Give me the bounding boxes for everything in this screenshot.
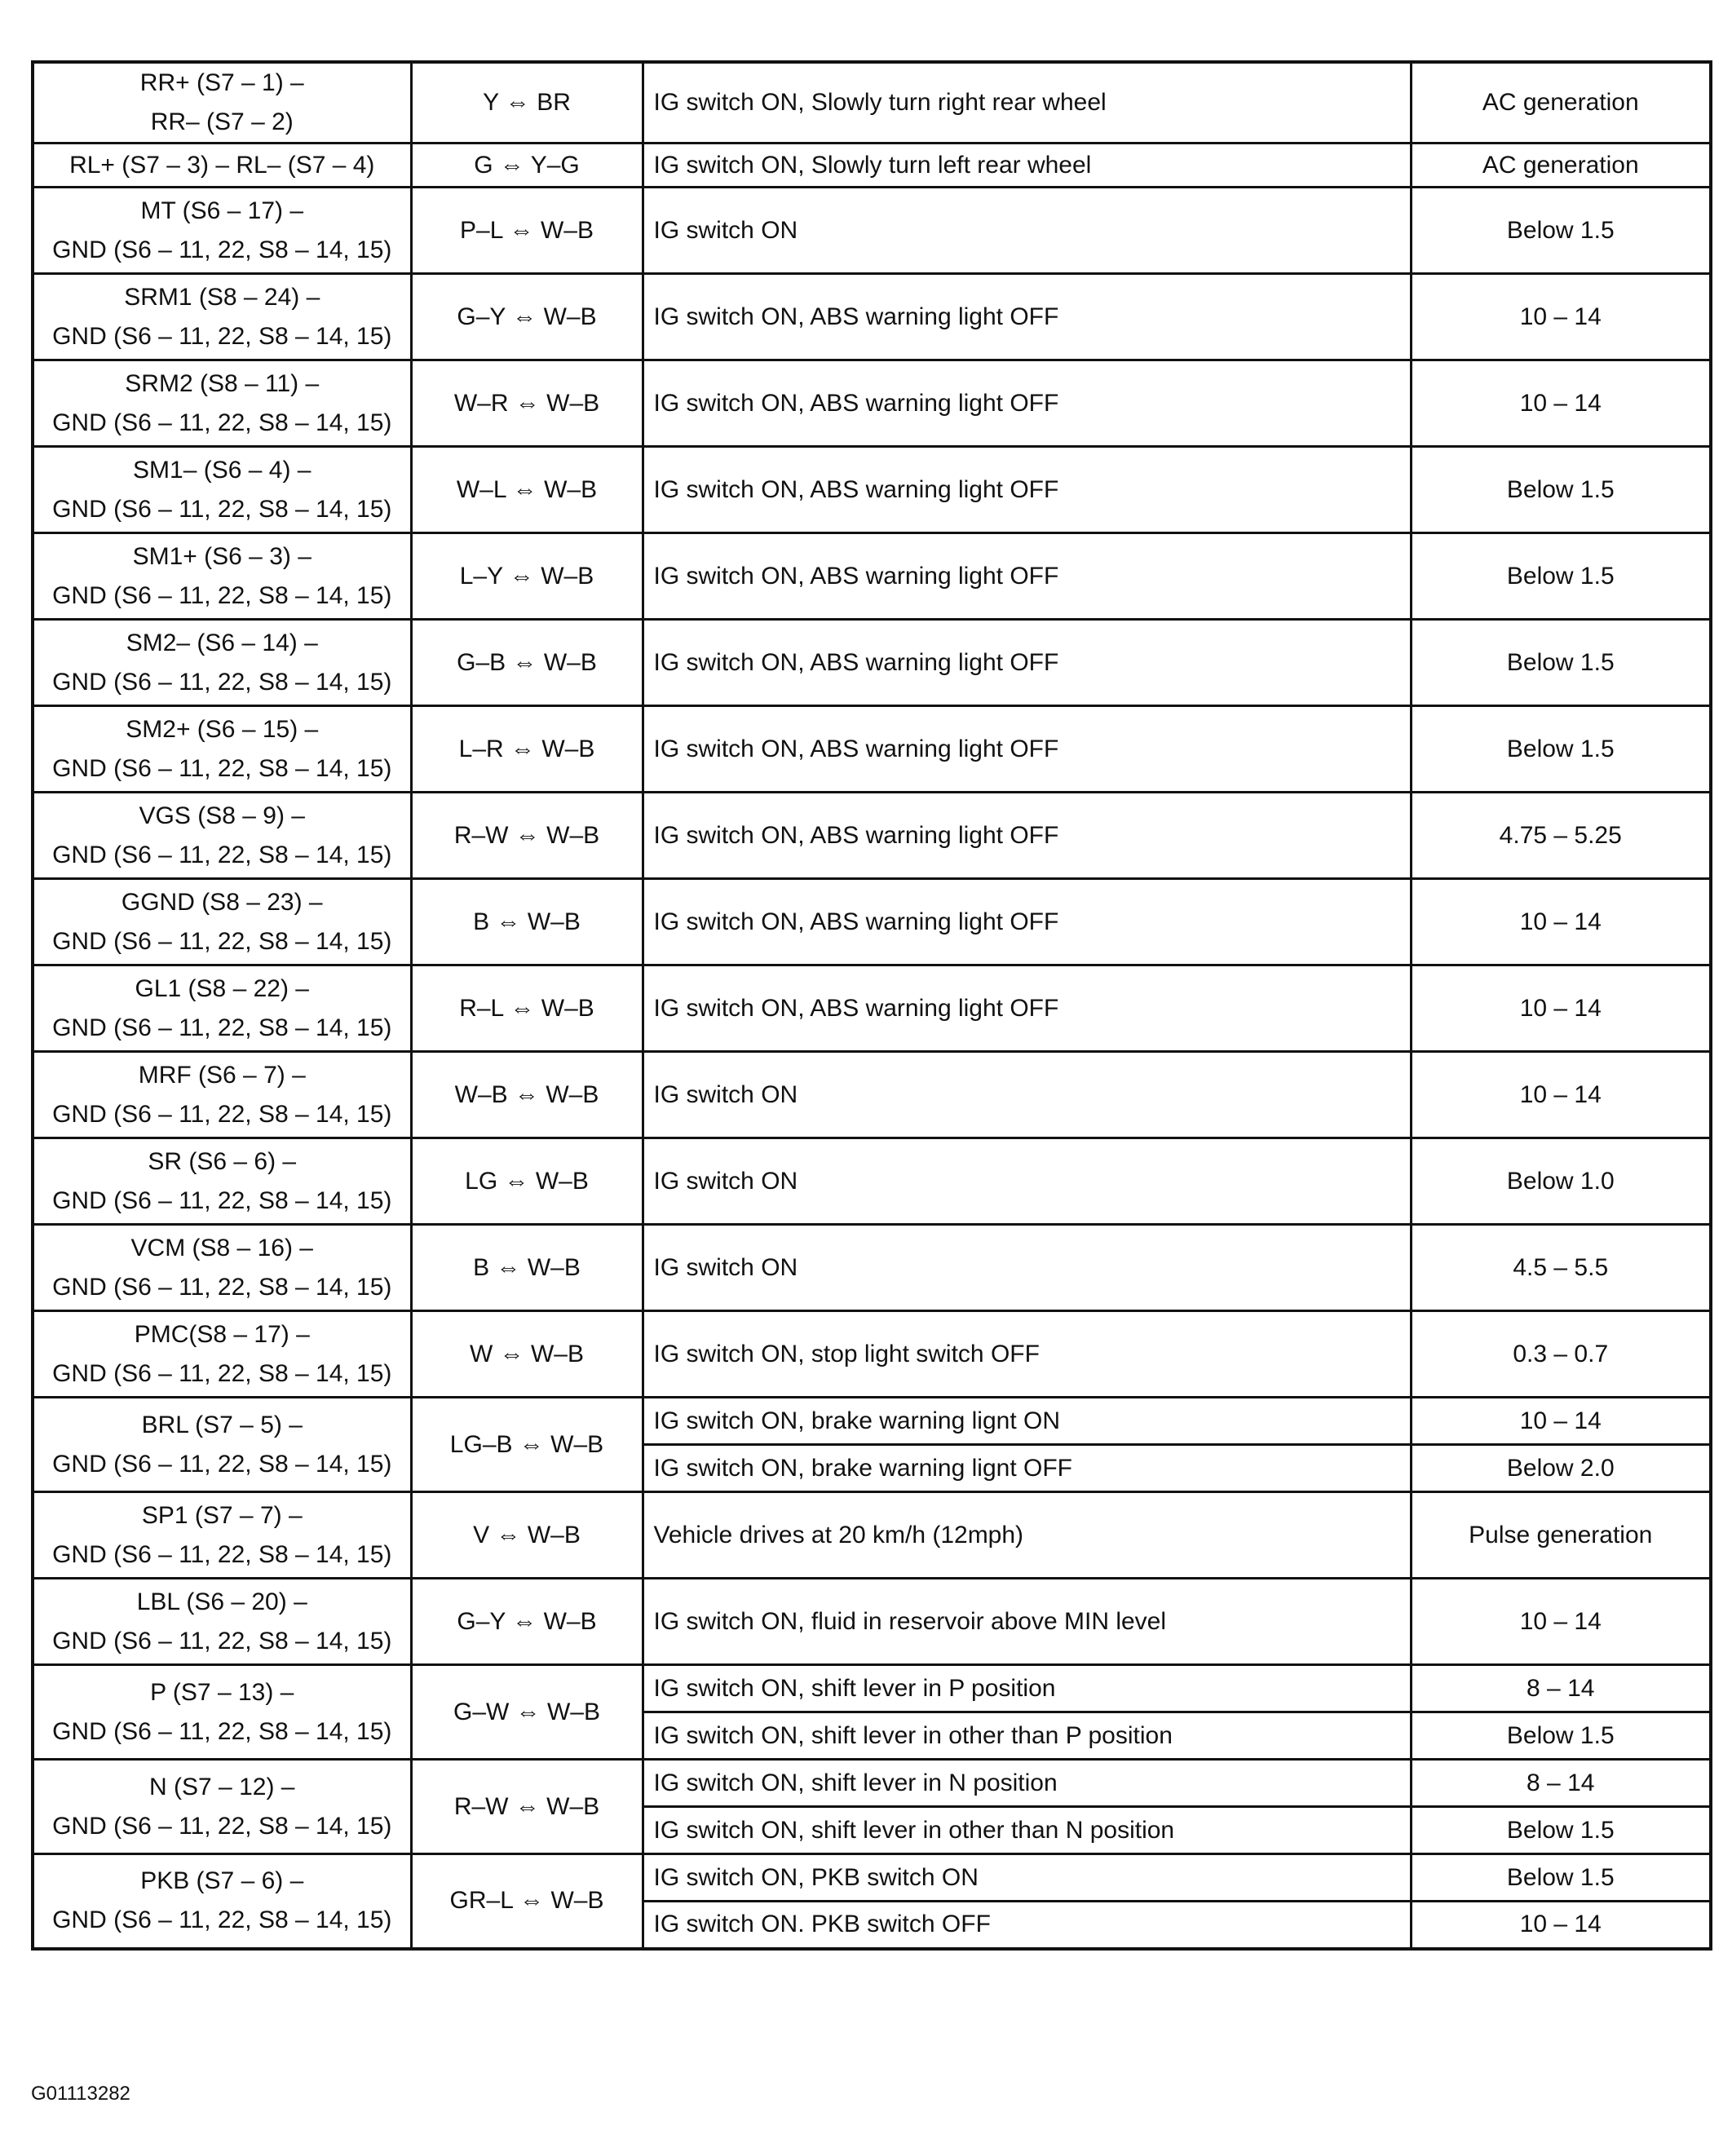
terminal-line: GND (S6 – 11, 22, S8 – 14, 15) xyxy=(52,1450,392,1478)
terminal-line: GND (S6 – 11, 22, S8 – 14, 15) xyxy=(52,1717,392,1745)
wire-color-cell: LG–B ⇔ W–B xyxy=(411,1398,643,1492)
condition-cell: IG switch ON, ABS warning light OFF xyxy=(643,533,1411,620)
terminal-cell xyxy=(33,879,411,965)
specified-condition-cell: Below 2.0 xyxy=(1411,1445,1711,1492)
condition-cell: IG switch ON, ABS warning light OFF xyxy=(643,620,1411,706)
terminal-line: P (S7 – 13) – xyxy=(150,1678,294,1706)
terminal-line: GND (S6 – 11, 22, S8 – 14, 15) xyxy=(52,322,392,350)
table-row xyxy=(33,1492,1711,1579)
table-row xyxy=(33,1665,1711,1712)
terminal-line: GND (S6 – 11, 22, S8 – 14, 15) xyxy=(52,236,392,263)
terminal-line: SM1+ (S6 – 3) – xyxy=(132,542,311,570)
specified-condition-cell: Below 1.5 xyxy=(1411,1854,1711,1902)
wire-color-cell: G–B ⇔ W–B xyxy=(411,620,643,706)
terminal-line: MRF (S6 – 7) – xyxy=(138,1061,306,1089)
terminal-line: SM2– (S6 – 14) – xyxy=(126,629,318,656)
table-row xyxy=(33,62,1711,144)
terminal-line: RL+ (S7 – 3) – RL– (S7 – 4) xyxy=(69,151,375,179)
terminal-line: GND (S6 – 11, 22, S8 – 14, 15) xyxy=(52,668,392,696)
wire-color-cell: GR–L ⇔ W–B xyxy=(411,1854,643,1949)
condition-cell: IG switch ON, ABS warning light OFF xyxy=(643,879,1411,965)
table-row xyxy=(33,1854,1711,1902)
specified-condition-cell: Below 1.5 xyxy=(1411,620,1711,706)
terminal-line: GND (S6 – 11, 22, S8 – 14, 15) xyxy=(52,581,392,609)
condition-cell: IG switch ON, ABS warning light OFF xyxy=(643,965,1411,1052)
specified-condition-cell: Below 1.5 xyxy=(1411,533,1711,620)
specified-condition-cell: Below 1.0 xyxy=(1411,1138,1711,1225)
terminal-line: MT (S6 – 17) – xyxy=(140,197,304,224)
condition-cell: IG switch ON, brake warning lignt ON xyxy=(643,1398,1411,1445)
terminal-line: SRM2 (S8 – 11) – xyxy=(125,369,320,397)
table-row xyxy=(33,965,1711,1052)
specified-condition-cell: AC generation xyxy=(1411,144,1711,188)
terminal-line: GND (S6 – 11, 22, S8 – 14, 15) xyxy=(52,1186,392,1214)
terminal-line: RR+ (S7 – 1) – xyxy=(139,69,304,96)
wire-color-cell: L–R ⇔ W–B xyxy=(411,706,643,793)
terminal-line: GND (S6 – 11, 22, S8 – 14, 15) xyxy=(52,1812,392,1840)
table-row xyxy=(33,1398,1711,1445)
terminal-cell xyxy=(33,620,411,706)
specified-condition-cell: 10 – 14 xyxy=(1411,1398,1711,1445)
table-row xyxy=(33,620,1711,706)
terminal-line: SM1– (S6 – 4) – xyxy=(133,456,311,484)
table-row xyxy=(33,360,1711,447)
wire-color-cell: LG ⇔ W–B xyxy=(411,1138,643,1225)
terminal-cell xyxy=(33,1138,411,1225)
table-row xyxy=(33,1225,1711,1311)
condition-cell: IG switch ON, fluid in reservoir above MIN level xyxy=(643,1579,1411,1665)
specified-condition-cell: 8 – 14 xyxy=(1411,1760,1711,1807)
terminal-line: SM2+ (S6 – 15) – xyxy=(126,715,319,743)
wire-color-cell: W–R ⇔ W–B xyxy=(411,360,643,447)
terminal-cell xyxy=(33,706,411,793)
table-row xyxy=(33,447,1711,533)
terminal-cell xyxy=(33,533,411,620)
specified-condition-cell: 10 – 14 xyxy=(1411,1052,1711,1138)
terminal-line: N (S7 – 12) – xyxy=(149,1773,295,1800)
condition-cell: Vehicle drives at 20 km/h (12mph) xyxy=(643,1492,1411,1579)
terminal-line: GND (S6 – 11, 22, S8 – 14, 15) xyxy=(52,1359,392,1387)
terminal-cell xyxy=(33,1665,411,1760)
wire-color-cell: L–Y ⇔ W–B xyxy=(411,533,643,620)
condition-cell: IG switch ON, Slowly turn right rear wheel xyxy=(643,62,1411,144)
wire-color-cell: W–B ⇔ W–B xyxy=(411,1052,643,1138)
terminal-cell xyxy=(33,1052,411,1138)
condition-cell: IG switch ON, shift lever in P position xyxy=(643,1665,1411,1712)
terminal-line: GND (S6 – 11, 22, S8 – 14, 15) xyxy=(52,1014,392,1041)
condition-cell: IG switch ON xyxy=(643,1225,1411,1311)
wire-color-cell: R–W ⇔ W–B xyxy=(411,1760,643,1854)
specified-condition-cell: 0.3 – 0.7 xyxy=(1411,1311,1711,1398)
condition-cell: IG switch ON, ABS warning light OFF xyxy=(643,793,1411,879)
terminal-line: GND (S6 – 11, 22, S8 – 14, 15) xyxy=(52,754,392,782)
terminal-cell xyxy=(33,360,411,447)
condition-cell: IG switch ON, shift lever in other than P position xyxy=(643,1712,1411,1760)
terminal-cell xyxy=(33,62,411,144)
terminal-cell xyxy=(33,447,411,533)
terminal-line: SR (S6 – 6) – xyxy=(148,1147,297,1175)
terminal-cell xyxy=(33,1398,411,1492)
terminal-cell xyxy=(33,274,411,360)
table-row xyxy=(33,1760,1711,1807)
table-row xyxy=(33,1311,1711,1398)
terminal-line: GGND (S8 – 23) – xyxy=(121,888,323,916)
wire-color-cell: B ⇔ W–B xyxy=(411,1225,643,1311)
terminal-line: LBL (S6 – 20) – xyxy=(136,1588,307,1615)
condition-cell: IG switch ON, shift lever in other than N position xyxy=(643,1807,1411,1854)
condition-cell: IG switch ON, ABS warning light OFF xyxy=(643,706,1411,793)
wire-color-cell: R–W ⇔ W–B xyxy=(411,793,643,879)
condition-cell: IG switch ON xyxy=(643,1052,1411,1138)
wire-color-cell: P–L ⇔ W–B xyxy=(411,188,643,274)
terminal-cell xyxy=(33,1311,411,1398)
table-row xyxy=(33,706,1711,793)
specified-condition-cell: Below 1.5 xyxy=(1411,706,1711,793)
table-row xyxy=(33,879,1711,965)
table-row xyxy=(33,188,1711,274)
table-row xyxy=(33,1052,1711,1138)
terminal-cell xyxy=(33,793,411,879)
terminal-line: GND (S6 – 11, 22, S8 – 14, 15) xyxy=(52,1273,392,1301)
condition-cell: IG switch ON. PKB switch OFF xyxy=(643,1902,1411,1949)
terminal-line: GND (S6 – 11, 22, S8 – 14, 15) xyxy=(52,409,392,436)
specified-condition-cell: 10 – 14 xyxy=(1411,879,1711,965)
table-row xyxy=(33,793,1711,879)
terminal-line: BRL (S7 – 5) – xyxy=(141,1411,303,1438)
terminal-cell xyxy=(33,1225,411,1311)
terminal-line: RR– (S7 – 2) xyxy=(150,108,294,135)
condition-cell: IG switch ON, PKB switch ON xyxy=(643,1854,1411,1902)
wire-color-cell: Y ⇔ BR xyxy=(411,62,643,144)
terminal-cell xyxy=(33,144,411,188)
terminal-line: PKB (S7 – 6) – xyxy=(140,1867,304,1895)
terminal-line: GND (S6 – 11, 22, S8 – 14, 15) xyxy=(52,1627,392,1655)
specified-condition-cell: 10 – 14 xyxy=(1411,1902,1711,1949)
terminal-line: PMC(S8 – 17) – xyxy=(134,1320,310,1348)
specified-condition-cell: Below 1.5 xyxy=(1411,1712,1711,1760)
wire-color-cell: V ⇔ W–B xyxy=(411,1492,643,1579)
specified-condition-cell: Below 1.5 xyxy=(1411,188,1711,274)
wire-color-cell: G–Y ⇔ W–B xyxy=(411,274,643,360)
terminal-line: GL1 (S8 – 22) – xyxy=(135,974,309,1002)
terminal-cell xyxy=(33,1492,411,1579)
terminal-line: GND (S6 – 11, 22, S8 – 14, 15) xyxy=(52,495,392,523)
terminal-line: VCM (S8 – 16) – xyxy=(130,1234,313,1261)
terminal-cell xyxy=(33,1579,411,1665)
wire-color-cell: B ⇔ W–B xyxy=(411,879,643,965)
table-row xyxy=(33,533,1711,620)
terminal-cell xyxy=(33,965,411,1052)
terminal-cell xyxy=(33,1854,411,1949)
condition-cell: IG switch ON xyxy=(643,188,1411,274)
wire-color-cell: W ⇔ W–B xyxy=(411,1311,643,1398)
terminal-line: GND (S6 – 11, 22, S8 – 14, 15) xyxy=(52,1540,392,1568)
specified-condition-cell: Below 1.5 xyxy=(1411,1807,1711,1854)
specified-condition-cell: 10 – 14 xyxy=(1411,360,1711,447)
specified-condition-cell: 8 – 14 xyxy=(1411,1665,1711,1712)
condition-cell: IG switch ON, brake warning lignt OFF xyxy=(643,1445,1411,1492)
terminal-line: SP1 (S7 – 7) – xyxy=(141,1501,303,1529)
wire-color-cell: G–W ⇔ W–B xyxy=(411,1665,643,1760)
terminal-inspection-sheet xyxy=(31,60,1709,1951)
terminal-line: GND (S6 – 11, 22, S8 – 14, 15) xyxy=(52,841,392,868)
table-row xyxy=(33,274,1711,360)
condition-cell: IG switch ON xyxy=(643,1138,1411,1225)
condition-cell: IG switch ON, ABS warning light OFF xyxy=(643,274,1411,360)
condition-cell: IG switch ON, shift lever in N position xyxy=(643,1760,1411,1807)
wire-color-cell: G ⇔ Y–G xyxy=(411,144,643,188)
condition-cell: IG switch ON, stop light switch OFF xyxy=(643,1311,1411,1398)
specified-condition-cell: AC generation xyxy=(1411,62,1711,144)
wire-color-cell: G–Y ⇔ W–B xyxy=(411,1579,643,1665)
specified-condition-cell: 10 – 14 xyxy=(1411,1579,1711,1665)
terminal-voltage-table xyxy=(31,60,1712,1951)
specified-condition-cell: Below 1.5 xyxy=(1411,447,1711,533)
terminal-line: GND (S6 – 11, 22, S8 – 14, 15) xyxy=(52,1100,392,1128)
condition-cell: IG switch ON, ABS warning light OFF xyxy=(643,447,1411,533)
terminal-cell xyxy=(33,1760,411,1854)
terminal-line: VGS (S8 – 9) – xyxy=(139,802,305,829)
table-row xyxy=(33,1579,1711,1665)
condition-cell: IG switch ON, Slowly turn left rear wheel xyxy=(643,144,1411,188)
wire-color-cell: W–L ⇔ W–B xyxy=(411,447,643,533)
specified-condition-cell: 10 – 14 xyxy=(1411,274,1711,360)
specified-condition-cell: 4.75 – 5.25 xyxy=(1411,793,1711,879)
specified-condition-cell: 4.5 – 5.5 xyxy=(1411,1225,1711,1311)
terminal-line: SRM1 (S8 – 24) – xyxy=(124,283,320,311)
table-body xyxy=(33,62,1711,1949)
condition-cell: IG switch ON, ABS warning light OFF xyxy=(643,360,1411,447)
specified-condition-cell: Pulse generation xyxy=(1411,1492,1711,1579)
terminal-cell xyxy=(33,188,411,274)
table-row xyxy=(33,1138,1711,1225)
terminal-line: GND (S6 – 11, 22, S8 – 14, 15) xyxy=(52,927,392,955)
terminal-line: GND (S6 – 11, 22, S8 – 14, 15) xyxy=(52,1906,392,1934)
wire-color-cell: R–L ⇔ W–B xyxy=(411,965,643,1052)
specified-condition-cell: 10 – 14 xyxy=(1411,965,1711,1052)
table-row xyxy=(33,144,1711,188)
figure-code: G01113282 xyxy=(31,2083,130,2105)
